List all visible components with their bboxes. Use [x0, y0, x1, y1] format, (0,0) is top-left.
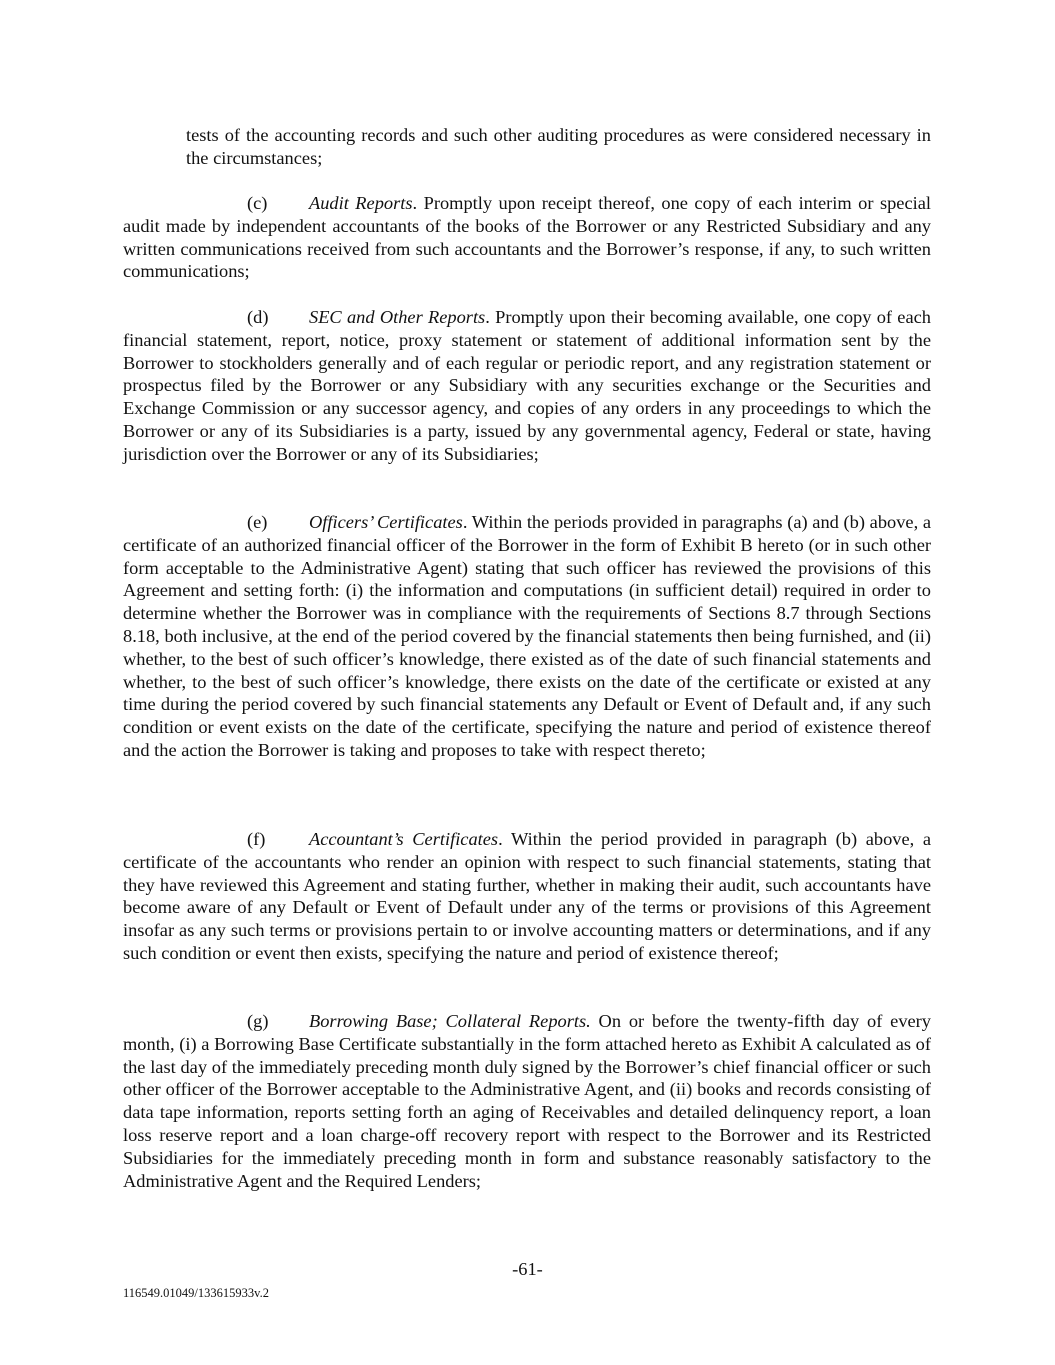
paragraph-c-label: (c)	[247, 193, 268, 213]
paragraph-d-title: SEC and Other Reports	[309, 307, 486, 327]
paragraph-d-body: . Promptly upon their becoming available, one copy of each financial statement, report, notice, proxy statement or statement of additional information sent by the Borrower to stockholders generally and of each regular or periodic report, and any registration statement or prospectus filed by the Borrower or any Subsidiary with any securities exchange or the Securities and Exchange Commission or any successor agency, and copies of any orders in any proceedings to which the Borrower or any of its Subsidiaries is a party, issued by any governmental agency, Federal or state, having jurisdiction over the Borrower or any of its Subsidiaries;	[123, 307, 931, 464]
paragraph-d-text	[123, 306, 931, 466]
paragraph-g-title: Borrowing Base; Collateral Reports.	[309, 1011, 591, 1031]
paragraph-f-label: (f)	[247, 829, 266, 849]
paragraph-e-text	[123, 511, 931, 762]
continued-paragraph-text: tests of the accounting records and such other auditing procedures as were considered necessary in the circumstances;	[186, 125, 931, 168]
paragraph-e-officers-certificates	[123, 511, 931, 762]
paragraph-e-body: . Within the periods provided in paragraphs (a) and (b) above, a certificate of an authorized financial officer of the Borrower in the form of Exhibit B hereto (or in such other form acceptable to the Administrative Agent) stating that such officer has reviewed the provisions of this Agreement and setting forth: (i) the information and computations (in sufficient detail) required in order to determine whether the Borrower was in compliance with the requirements of Sections 8.7 through Sections 8.18, both inclusive, at the end of the period covered by the financial statements then being furnished, and (ii) whether, to the best of such officer’s knowledge, there existed as of the date of such financial statements and whether, to the best of such officer’s knowledge, there exists on the date of the certificate or existed at any time during the period covered by such financial statements any Default or Event of Default and, if any such condition or event exists on the date of the certificate, specifying the nature and period of existence thereof and the action the Borrower is taking and proposes to take with respect thereto;	[123, 512, 932, 760]
paragraph-d-sec-reports	[123, 306, 931, 466]
paragraph-g-label: (g)	[247, 1011, 269, 1031]
paragraph-g-text	[123, 1010, 931, 1192]
paragraph-d-label: (d)	[247, 307, 269, 327]
paragraph-c-audit-reports	[123, 192, 931, 283]
paragraph-f-title: Accountant’s Certificates	[309, 829, 499, 849]
paragraph-g-borrowing-base	[123, 1010, 931, 1192]
paragraph-c-body: . Promptly upon receipt thereof, one copy of each interim or special audit made by independent accountants of the books of the Borrower or any Restricted Subsidiary and any written communications received from such accountants and the Borrower’s response, if any, to such written communications;	[123, 193, 931, 282]
paragraph-c-text	[123, 192, 931, 283]
paragraph-e-title: Officers’ Certificates	[309, 512, 463, 532]
continued-paragraph	[186, 124, 931, 170]
paragraph-f-text	[123, 828, 931, 965]
paragraph-f-body: . Within the period provided in paragraph (b) above, a certificate of the accountants who render an opinion with respect to such financial statements, stating that they have reviewed this Agreement and stating further, whether in making their audit, such accountants have become aware of any Default or Event of Default under any of the terms or provisions of this Agreement insofar as any such terms or provisions pertain to or involve accounting matters or determinations, and if any such condition or event then exists, specifying the nature and period of existence thereof;	[123, 829, 931, 963]
paragraph-c-title: Audit Reports	[309, 193, 413, 213]
paragraph-e-label: (e)	[247, 512, 268, 532]
document-id: 116549.01049/133615933v.2	[123, 1286, 269, 1300]
paragraph-f-accountants-certificates	[123, 828, 931, 965]
paragraph-g-body: On or before the twenty-fifth day of every month, (i) a Borrowing Base Certificate substantially in the form attached hereto as Exhibit A calculated as of the last day of the immediately preceding month duly signed by the Borrower’s chief financial officer or such other officer of the Borrower acceptable to the Administrative Agent, and (ii) books and records consisting of data tape information, reports setting forth an aging of Receivables and detailed delinquency report, a loan loss reserve report and a loan charge-off recovery report with respect to the Borrower and its Restricted Subsidiaries for the immediately preceding month in form and substance reasonably satisfactory to the Administrative Agent and the Required Lenders;	[123, 1011, 932, 1191]
page-number: -61-	[512, 1259, 543, 1279]
